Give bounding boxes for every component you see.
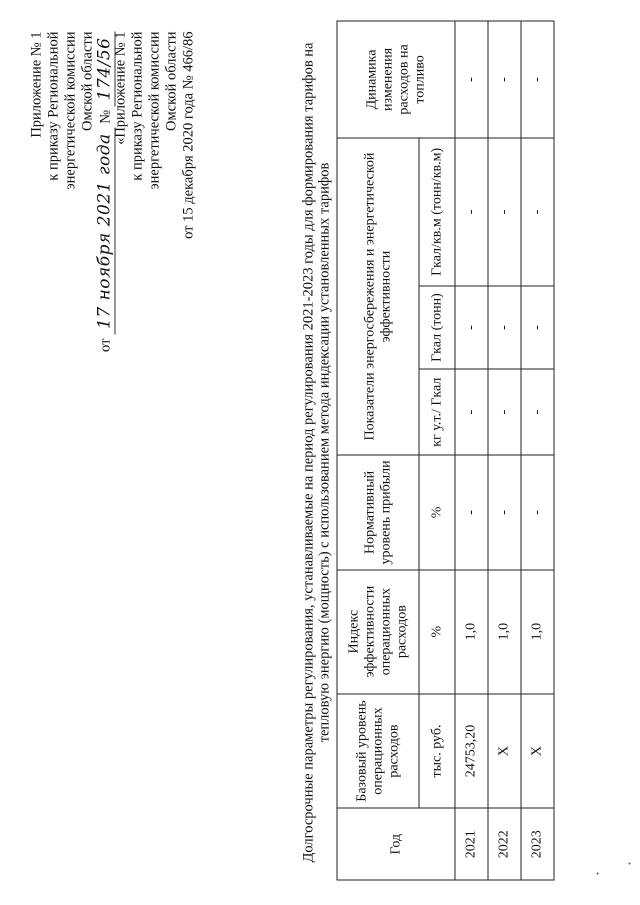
number-label: № [97,109,114,124]
table-row [521,21,554,880]
unit-gkal: Гкал (тонн) [419,286,455,369]
cell-base: 24753,20 [455,694,488,809]
handwritten-number: 174/56 [95,32,116,107]
unit-normative-profit: % [419,455,455,569]
header-fuel-dynamics: Динамика изменения расходов на топливо [337,21,455,138]
header-year: Год [337,808,455,880]
cell-year: 2023 [521,808,554,880]
cell-index: 1,0 [521,570,554,694]
table-row [455,21,488,880]
cell-kg: - [521,369,554,455]
unit-base-level: тыс. руб. [419,694,455,809]
cell-kg: - [455,369,488,455]
cell-gkal-m: - [455,138,488,286]
table-row [488,21,521,880]
appendix-line: от 15 декабря 2020 года № 466/86 [180,31,197,239]
cell-dynamics: - [521,21,554,138]
unit-gkal-m: Гкал/кв.м (тонн/кв.м) [419,138,455,286]
appendix-line: к приказу Региональной [129,31,146,181]
appendix-line: Приложение № 1 [28,31,45,138]
cell-year: 2021 [455,808,488,880]
cell-dynamics: - [488,21,521,138]
document-page [1,0,640,905]
cell-gkal: - [488,286,521,369]
unit-efficiency-index: % [419,570,455,694]
cell-index: 1,0 [488,570,521,694]
cell-gkal: - [521,286,554,369]
cell-index: 1,0 [455,570,488,694]
document-title: Долгосрочные параметры регулирования, устанавливаемые на период регулирования 2021-2023 годы для формирования тарифов на тепловую энергию (мощность) с использованием метода индексации установленных тарифов [300,42,333,863]
cell-base: Х [521,694,554,809]
cell-profit: - [455,455,488,569]
appendix-header-previous [113,32,198,372]
appendix-header-current [29,32,115,372]
appendix-line: Омской области [163,31,180,131]
header-efficiency-index: Индекс эффективности операционных расходов [337,570,419,694]
header-energy-indicators: Показатели энергосбережения и энергетической эффективности [337,138,419,455]
handwritten-date: 17 ноября 2021 года [95,127,116,335]
cell-dynamics: - [455,21,488,138]
table-header-row [337,21,419,880]
appendix-line: энергетической комиссии [62,31,79,190]
from-label: от [97,338,114,352]
header-normative-profit: Нормативный уровень прибыли [337,455,419,569]
cell-gkal-m: - [488,138,521,286]
table-units-row [419,21,455,880]
cell-profit: - [521,455,554,569]
cell-base: Х [488,694,521,809]
parameters-table [337,21,555,881]
scan-speck [629,863,631,865]
unit-kg: кг у.т./ Гкал [419,369,455,455]
header-base-level: Базовый уровень операционных расходов [337,694,419,809]
cell-kg: - [488,369,521,455]
scan-speck [597,873,599,875]
appendix-line: «Приложение № 1 [112,31,129,145]
cell-gkal-m: - [521,138,554,286]
appendix-line: к приказу Региональной [45,31,62,181]
cell-profit: - [488,455,521,569]
appendix-line: энергетической комиссии [146,31,163,190]
appendix-line: Омской области [79,31,96,131]
cell-gkal: - [455,286,488,369]
cell-year: 2022 [488,808,521,880]
